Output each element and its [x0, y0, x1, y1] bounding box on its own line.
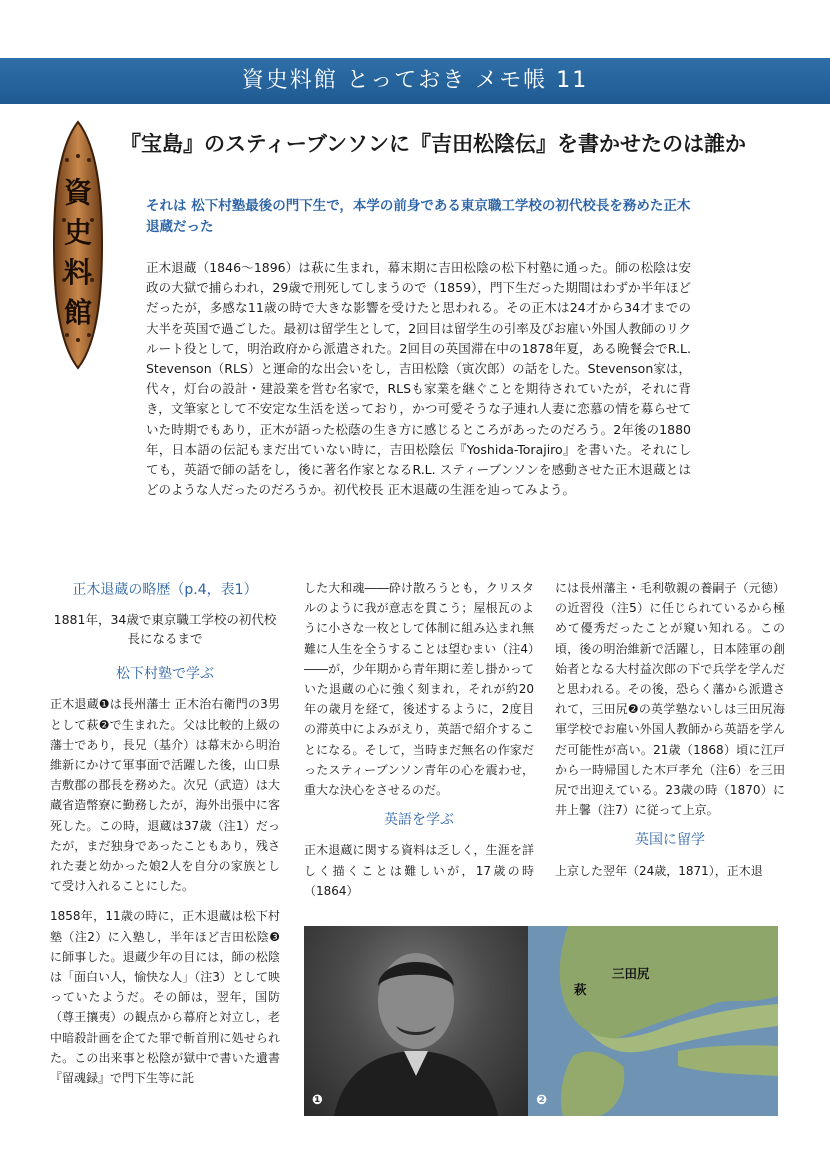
map-label-mitajiri: 三田尻 [612, 966, 650, 981]
article-headline: 『宝島』のスティーブンソンに『吉田松陰伝』を書かせたのは誰か [120, 132, 747, 156]
article-intro: 正木退蔵（1846～1896）は萩に生まれ，幕末期に吉田松陰の松下村塾に通った。師の松陰は安政の大獄で捕らわれ，29歳で刑死してしまうので（1859），門下生だった期間はわずか半年ほどだったが，多感な11歳の時で大きな影響を受けたと思われる。その正木は24才から34才までの大半を英国で過ごした。最初は留学生として，2回目は留学生の引率及びお雇い外国人教師のリクルート役として，明治政府から派遣された。2回目の英国滞在中の1878年夏，ある晩餐会でR.L. Stevenson（RLS）と運命的な出会いをし，吉田松陰（寅次郎）の話をした。Stevenson家は，代々，灯台の設計・建設業を営む名家で，RLSも家業を継ぐことを期待されていたが，それに背き，文筆家として不安定な生活を送っており，かつ可愛そうな子連れ人妻に恋慕の情を募らせていた時期でもあり，正木が語った松蔭の生き方に感じるところがあったのだろう。2年後の1880年，日本語の伝記もまだ出ていない時に，吉田松陰伝『Yoshida-Torajiro』を書いた。それにしても，英語で師の話をし，後に著名作家となるR.L. スティーブンソンを感動させた正木退蔵とはどのような人だったのだろうか。初代校長 正木退蔵の生涯を辿ってみよう。 [146, 260, 691, 498]
column-2 [304, 578, 534, 911]
figure-number: ❷ [536, 1093, 548, 1108]
map-figure [528, 926, 778, 1116]
paragraph: には長州藩主・毛利敬親の養嗣子（元徳）の近習役（注5）に任じられているから極めて優秀だったことが窺い知れる。この頃，後の明治維新で活躍し，日本陸軍の創始者となる大村益次郎の下で兵学を学んだと思われる。その後，恐らく藩から派遣されて，三田尻❷の英学塾ないしは三田尻海軍学校でお雇い外国人教師から英語を学んだ可能性が高い。21歳（1868）頃に江戸から一時帰国した木戸孝允（注6）を三田尻で出迎えている。23歳の時（1870）に井上馨（注7）に従って上京。 [555, 581, 785, 818]
plaque-char: 館 [63, 296, 93, 329]
plaque-char: 料 [63, 256, 93, 289]
plaque-logo [52, 120, 104, 370]
section-title-uk: 英国に留学 [635, 832, 705, 849]
column-1 [50, 578, 280, 1098]
portrait-photo [304, 926, 528, 1116]
map-illustration [528, 926, 778, 1116]
plaque-char: 史 [63, 216, 93, 249]
figure-number: ❶ [312, 1093, 324, 1108]
paragraph: 正木退蔵に関する資料は乏しく，生涯を詳しく描くことは難しいが，17歳の時（1864） [304, 843, 534, 898]
article-lead: それは 松下村塾最後の門下生で，本学の前身である東京職工学校の初代校長を務めた正木退蔵だった [146, 198, 691, 235]
page-banner: 資史料館 とっておき メモ帳 11 [0, 58, 830, 104]
section-title-shokason: 松下村塾で学ぶ [116, 666, 214, 683]
map-label-hagi: 萩 [574, 982, 587, 997]
section-title-biography: 正木退蔵の略歴（p.4，表1） [72, 582, 258, 598]
paragraph: 上京した翌年（24歳，1871），正木退 [555, 863, 763, 878]
paragraph: した大和魂――砕け散ろうとも，クリスタルのように我が意志を貫こう；屋根瓦のように小さな一枚として体制に組み込まれ無難に人生を全うすることは望むまい（注4）――が，少年期から青年期に差し掛かっていた退蔵の心に強く刻まれ，それが約20年の歳月を経て，後述するように，2度目の滞英中によみがえり，英語で紹介することになる。そして，当時まだ無名の作家だったスティーブンソン青年の心を震わせ，重大な決心をさせるのだ。 [304, 581, 534, 798]
portrait-illustration [304, 926, 528, 1116]
paragraph: 1858年，11歳の時に，正木退蔵は松下村塾（注2）に入塾し，半年ほど吉田松陰❸に師事した。退蔵少年の目には，師の松陰は「面白い人，愉快な人」（注3）として映っていたようだ。その師は，翌年，国防（尊王攘夷）の観点から幕府と対立し，老中暗殺計画を企てた罪で斬首刑に処せられた。この出来事と松陰が獄中で書いた遺書『留魂録』で門下生等に託 [50, 909, 280, 1086]
section-subtitle: 1881年，34歳で東京職工学校の初代校長になるまで [53, 612, 277, 647]
paragraph: 正木退蔵❶は長州藩士 正木治右衛門の3男として萩❷で生まれた。父は比較的上級の藩士であり，長兄（基介）は幕末から明治維新にかけて軍事面で活躍した後，山口県 吉敷郡の郡長を務めた。次兄（武造）は大蔵省造幣寮に勤務したが，海外出張中に客死した。この時，退蔵は37歳（注1）だったが，まだ独身であったこともあり，残された妻と幼かった娘2人を自分の家族として受け入れることにした。 [50, 697, 280, 894]
section-title-english: 英語を学ぶ [384, 812, 454, 829]
column-3 [555, 578, 785, 891]
plaque-char: 資 [63, 176, 93, 209]
